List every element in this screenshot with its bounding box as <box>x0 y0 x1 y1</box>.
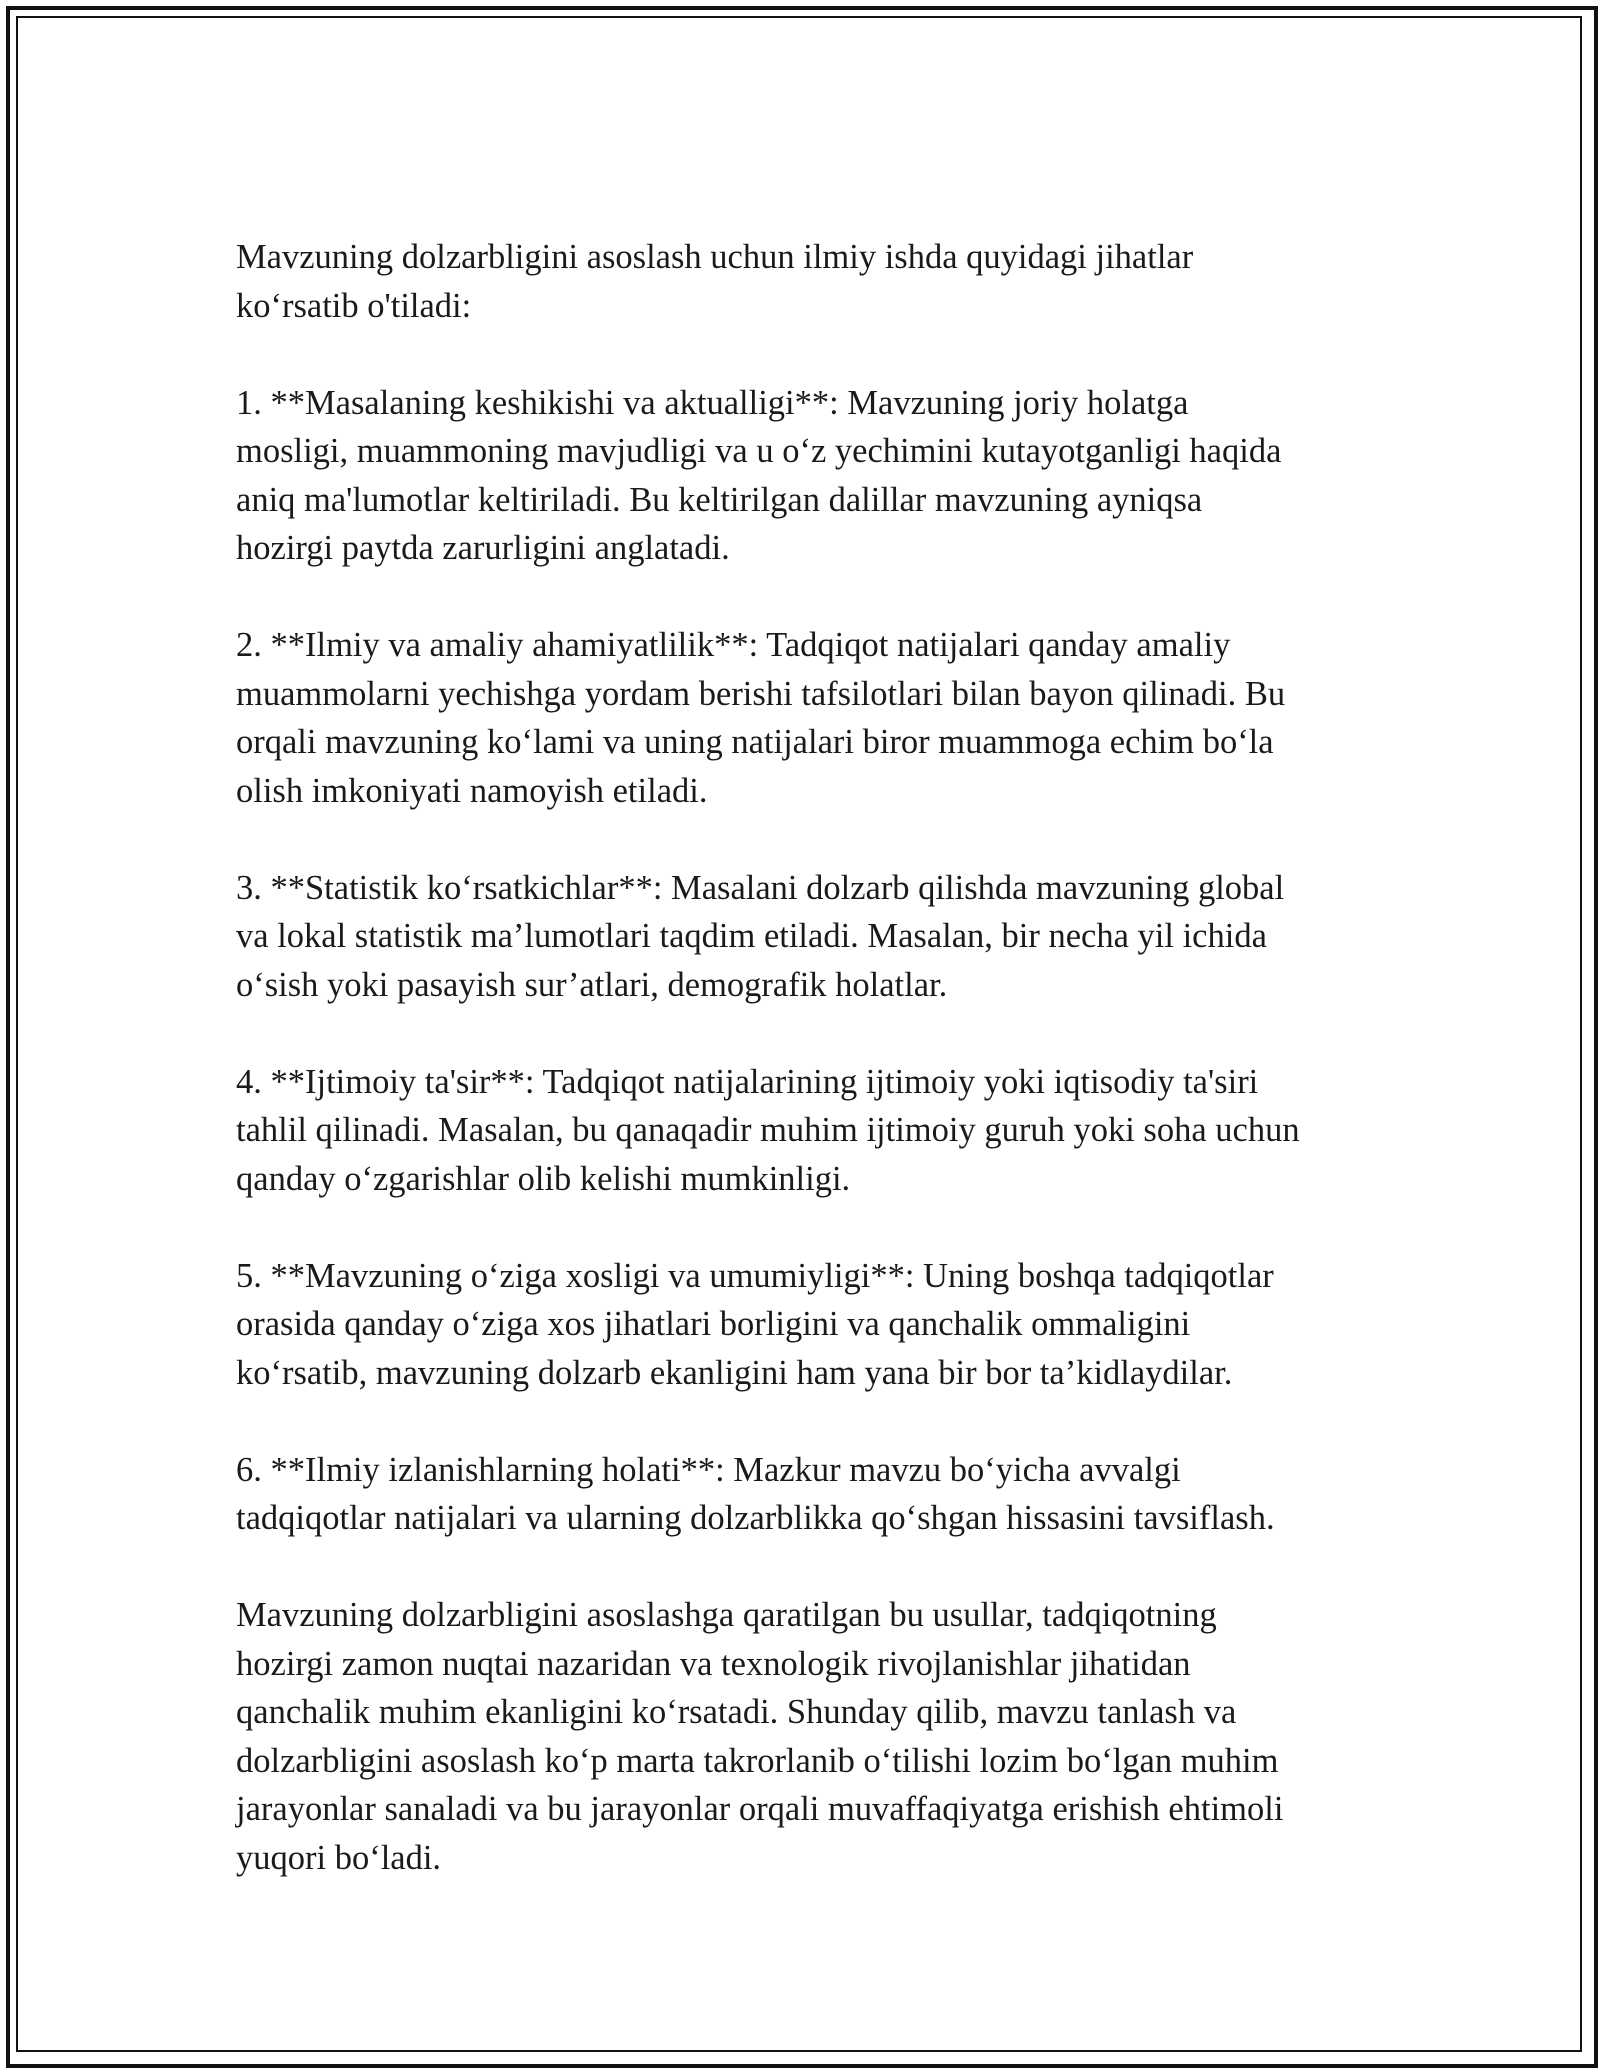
list-item-2: 2. **Ilmiy va amaliy ahamiyatlilik**: Tadqiqot natijalari qanday amaliy muammolarni yechishga yordam berishi tafsilotlari bilan bayon qilinadi. Bu orqali mavzuning ko‘lami va uning natijalari biror muammoga echim bo‘la olish imkoniyati namoyish etiladi. <box>236 626 1286 810</box>
list-item-5: 5. **Mavzuning o‘ziga xosligi va umumiyligi**: Uning boshqa tadqiqotlar orasida qanday o‘ziga xos jihatlari borligini va qanchalik ommaligini ko‘rsatib, mavzuning dolzarb ekanligini ham yana bir bor ta’kidlaydilar. <box>236 1256 1274 1392</box>
list-item-3: 3. **Statistik ko‘rsatkichlar**: Masalani dolzarb qilishda mavzuning global va lokal statistik ma’lumotlari taqdim etiladi. Masalan, bir necha yil ichida o‘sish yoki pasayish sur’atlari, demografik holatlar. <box>236 868 1285 1004</box>
intro-paragraph: Mavzuning dolzarbligini asoslash uchun ilmiy ishda quyidagi jihatlar ko‘rsatib o'tiladi: <box>236 238 1194 325</box>
conclusion-paragraph: Mavzuning dolzarbligini asoslashga qaratilgan bu usullar, tadqiqotning hozirgi zamon nuqtai nazaridan va texnologik rivojlanishlar jihatidan qanchalik muhim ekanligini ko‘rsatadi. Shunday qilib, mavzu tanlash va dolzarbligini asoslash ko‘p marta takrorlanib o‘tilishi lozim bo‘lgan muhim jarayonlar sanaladi va bu jarayonlar orqali muvaffaqiyatga erishish ehtimoli yuqori bo‘ladi. <box>236 1596 1284 1877</box>
list-item-6: 6. **Ilmiy izlanishlarning holati**: Mazkur mavzu bo‘yicha avvalgi tadqiqotlar natijalari va ularning dolzarblikka qo‘shgan hissasini tavsiflash. <box>236 1450 1275 1537</box>
list-item-4: 4. **Ijtimoiy ta'sir**: Tadqiqot natijalarining ijtimoiy yoki iqtisodiy ta'siri tahlil qilinadi. Masalan, bu qanaqadir muhim ijtimoiy guruh yoki soha uchun qanday o‘zgarishlar olib kelishi mumkinligi. <box>236 1062 1300 1198</box>
document-body <box>236 233 1396 1882</box>
list-item-1: 1. **Masalaning keshikishi va aktualligi**: Mavzuning joriy holatga mosligi, muammoning mavjudligi va u o‘z yechimini kutayotganligi haqida aniq ma'lumotlar keltiriladi. Bu keltirilgan dalillar mavzuning ayniqsa hozirgi paytda zarurligini anglatadi. <box>236 383 1282 567</box>
